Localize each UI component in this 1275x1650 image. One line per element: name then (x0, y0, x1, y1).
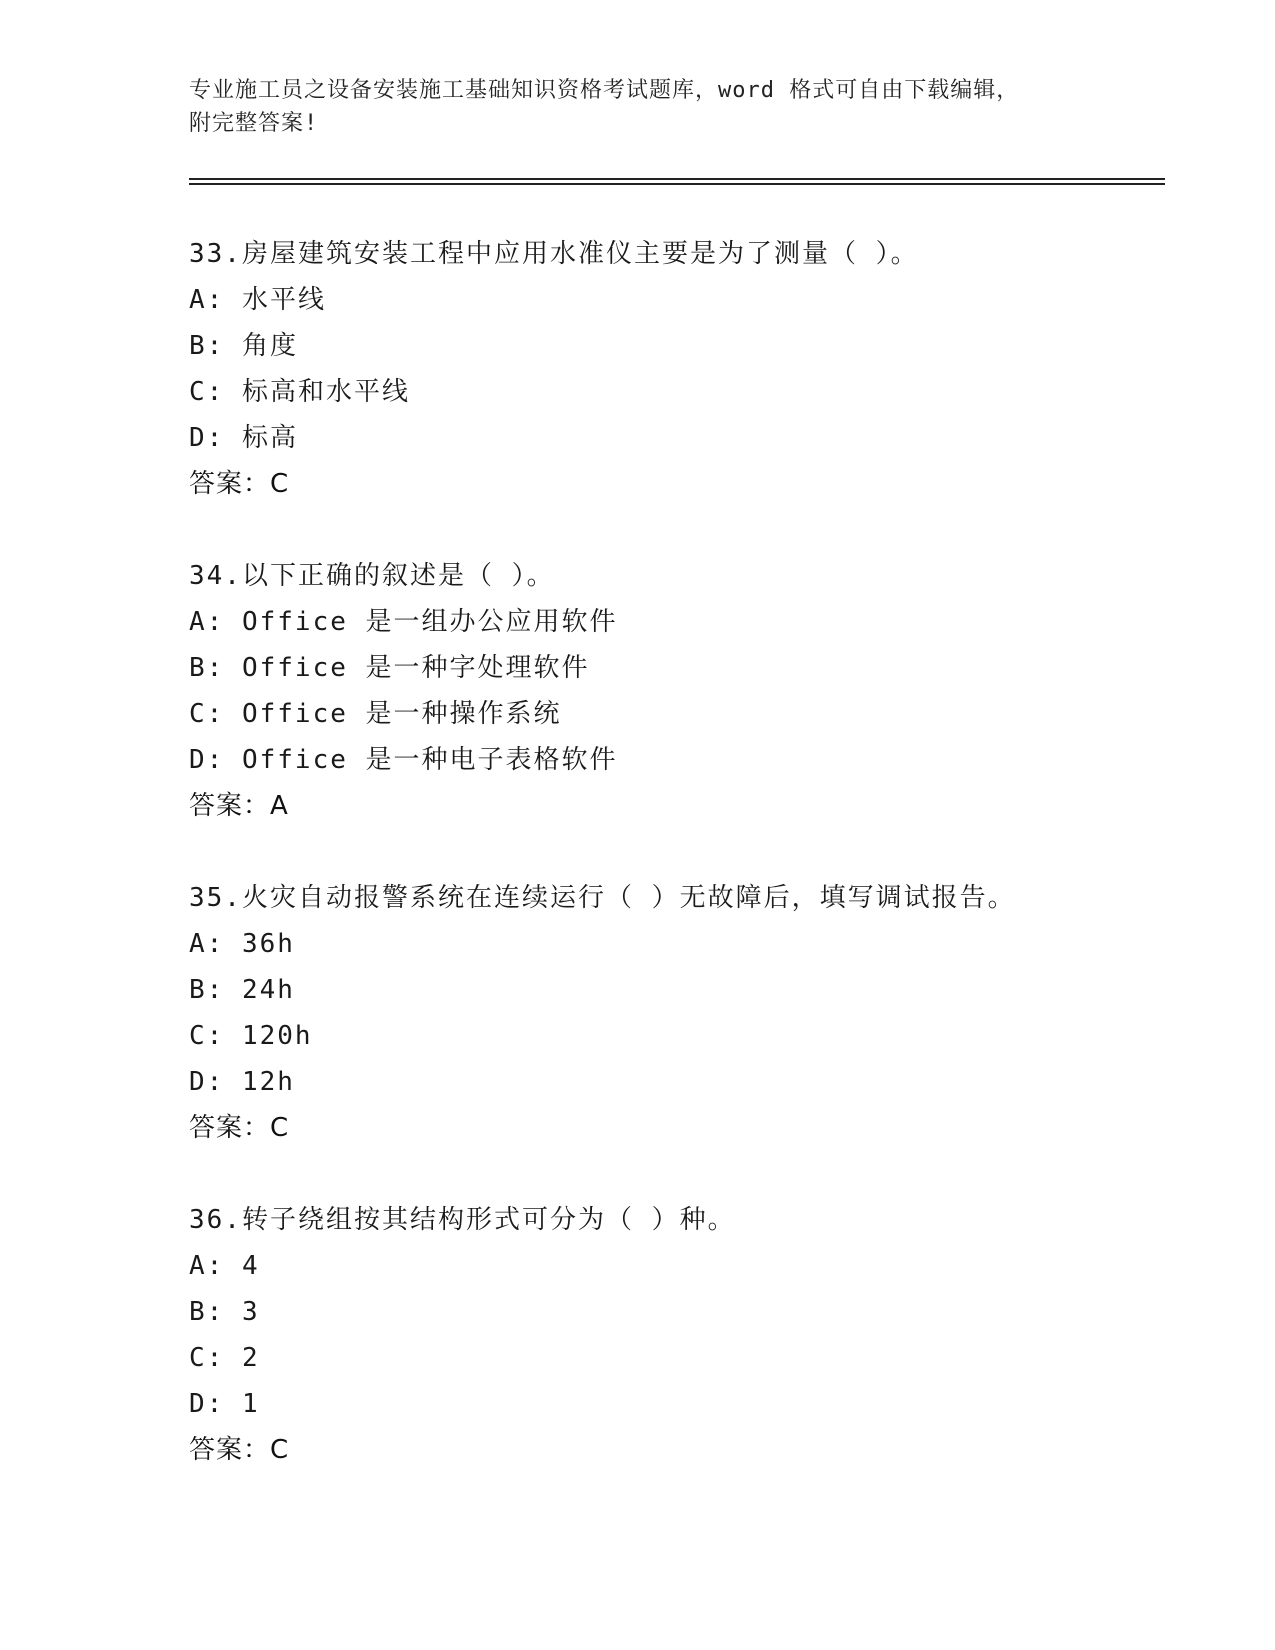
question-34 (189, 553, 1189, 829)
question-stem: 35.火灾自动报警系统在连续运行（ ）无故障后，填写调试报告。 (189, 883, 1016, 913)
option-a: A: 36h (189, 929, 295, 959)
answer-line: 答案：C (189, 1113, 290, 1143)
question-35 (189, 875, 1189, 1151)
option-b: B: 角度 (189, 331, 298, 361)
option-b: B: 24h (189, 975, 295, 1005)
question-stem: 36.转子绕组按其结构形式可分为（ ）种。 (189, 1205, 736, 1235)
header-line-1: 专业施工员之设备安装施工基础知识资格考试题库，word 格式可自由下载编辑， (189, 78, 1020, 103)
option-c: C: Office 是一种操作系统 (189, 699, 562, 729)
option-d: D: Office 是一种电子表格软件 (189, 745, 618, 775)
answer-line: 答案：A (189, 791, 289, 821)
option-c: C: 2 (189, 1343, 260, 1373)
header-line-2: 附完整答案! (189, 111, 319, 136)
question-36 (189, 1197, 1189, 1473)
option-d: D: 1 (189, 1389, 260, 1419)
option-a: A: 4 (189, 1251, 260, 1281)
option-c: C: 120h (189, 1021, 313, 1051)
option-c: C: 标高和水平线 (189, 377, 410, 407)
question-33 (189, 231, 1189, 507)
question-stem: 33.房屋建筑安装工程中应用水准仪主要是为了测量（ ）。 (189, 239, 919, 269)
question-stem: 34.以下正确的叙述是（ ）。 (189, 561, 555, 591)
option-d: D: 标高 (189, 423, 298, 453)
header-divider-bottom (189, 183, 1165, 185)
header-divider-top (189, 178, 1165, 180)
option-a: A: 水平线 (189, 285, 326, 315)
document-header (189, 74, 1089, 140)
option-b: B: 3 (189, 1297, 260, 1327)
option-a: A: Office 是一组办公应用软件 (189, 607, 618, 637)
answer-line: 答案：C (189, 469, 290, 499)
option-b: B: Office 是一种字处理软件 (189, 653, 590, 683)
answer-line: 答案：C (189, 1435, 290, 1465)
option-d: D: 12h (189, 1067, 295, 1097)
